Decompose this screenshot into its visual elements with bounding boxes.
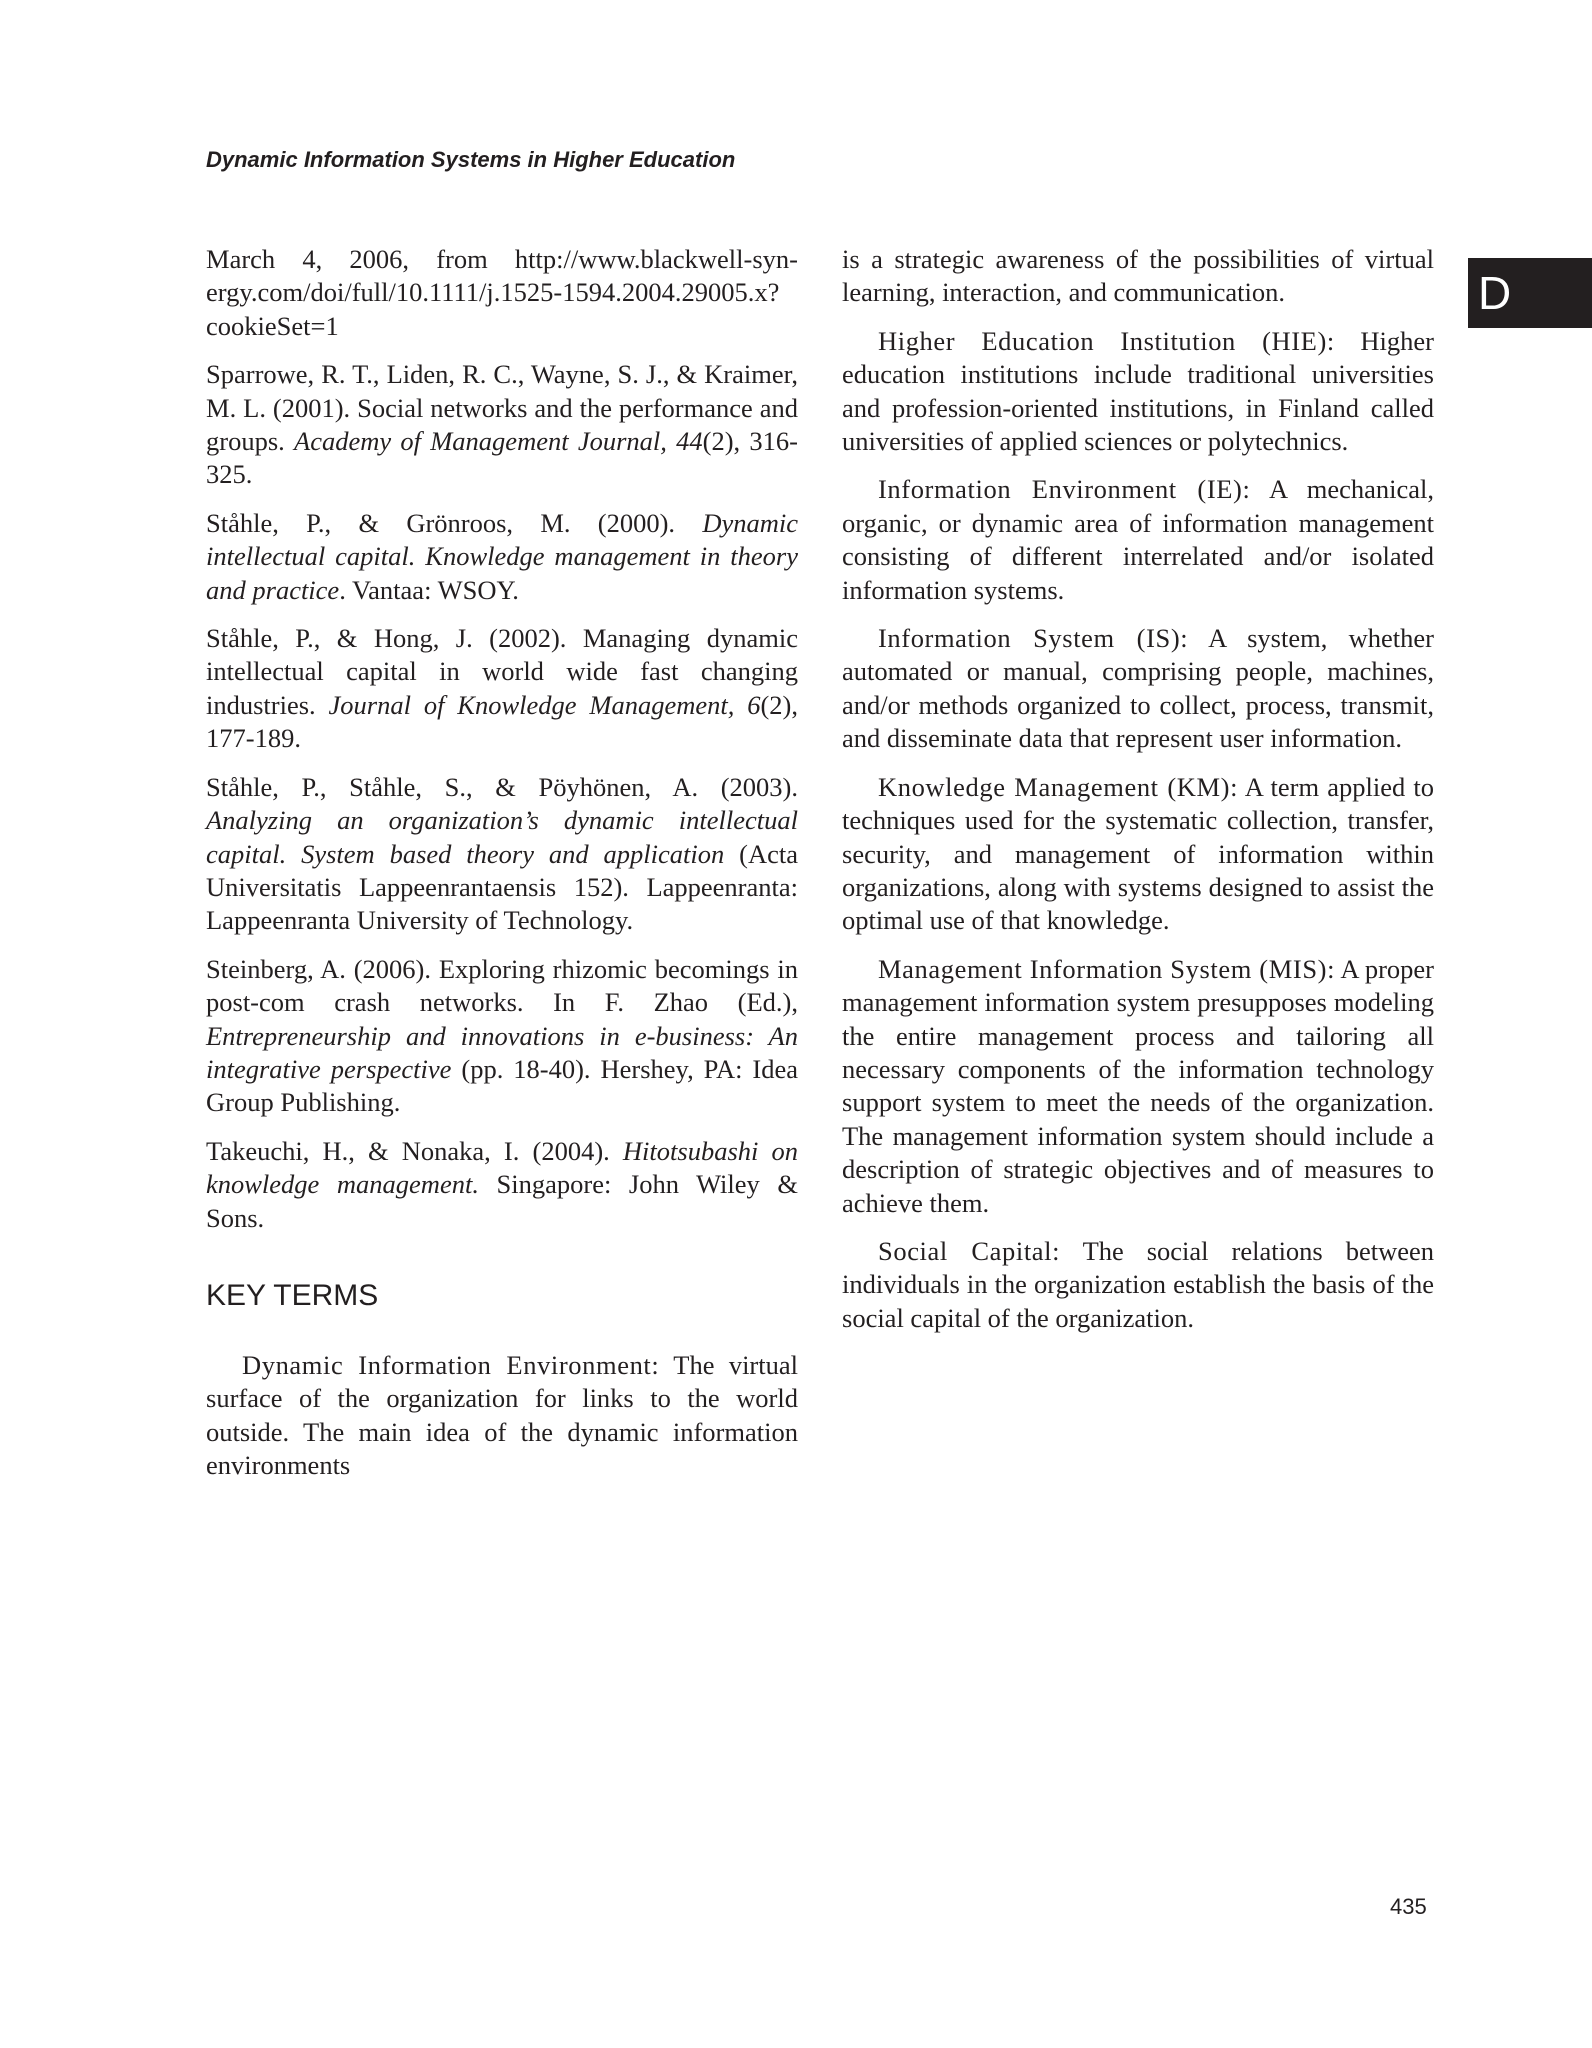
key-terms-heading: KEY TERMS bbox=[206, 1278, 379, 1312]
reference-text: Steinberg, A. (2006). Exploring rhizomic becomings in post-com crash networks. In F. Zhao (Ed.), bbox=[206, 953, 798, 1018]
reference-text: March 4, 2006, from http://www.blackwell-syn-ergy.com/doi/full/10.1111/j.1525-1594.2004.29005.x?cookieSet=1 bbox=[206, 244, 798, 341]
reference-title: Entrepreneurship and innovations in e-business: An integrative perspective bbox=[206, 1020, 798, 1084]
reference-text: (2), 316-325. bbox=[206, 426, 798, 490]
reference-text: Ståhle, P., Ståhle, S., & Pöyhönen, A. (2003). bbox=[206, 771, 798, 802]
key-term-continuation bbox=[842, 243, 1434, 310]
reference-entry bbox=[206, 622, 798, 756]
key-term-entry bbox=[206, 1349, 798, 1483]
key-term-definition: Higher education institutions include traditional universities and profession-oriented institutions, in Finland called universities of applied sciences or polytechnics. bbox=[842, 325, 1434, 457]
key-term-entry bbox=[842, 1235, 1434, 1335]
running-head: Dynamic Information Systems in Higher Education bbox=[206, 147, 736, 172]
key-term-label: Higher Education Institution (HIE): bbox=[878, 325, 1335, 356]
key-term-entry bbox=[842, 622, 1434, 756]
reference-title: Dynamic intellectual capital. Knowledge management in theory and practice bbox=[206, 507, 798, 605]
page-number: 435 bbox=[1390, 1894, 1427, 1919]
key-term-label: Information System (IS): bbox=[878, 623, 1189, 654]
key-term-entry bbox=[842, 473, 1434, 607]
reference-entry bbox=[206, 1135, 798, 1235]
left-column bbox=[206, 243, 798, 1498]
key-term-entry bbox=[842, 771, 1434, 938]
reference-text: Ståhle, P., & Grönroos, M. (2000). bbox=[206, 507, 703, 538]
reference-journal: Journal of Knowledge Management, 6 bbox=[328, 689, 761, 720]
key-term-entry bbox=[842, 325, 1434, 459]
reference-entry bbox=[206, 507, 798, 607]
key-term-definition: A proper management information system presupposes modeling the entire management process and tailoring all necessary components of the information technology support system to meet the needs of the organization. The management information system should include a description of strategic objectives and of measures to achieve them. bbox=[842, 953, 1434, 1218]
key-term-definition: is a strategic awareness of the possibilities of virtual learning, interaction, and communication. bbox=[842, 244, 1434, 308]
key-term-label: Management Information System (MIS): bbox=[878, 953, 1336, 984]
key-term-label: Knowledge Management (KM): bbox=[878, 771, 1239, 802]
reference-text: Singapore: John Wiley & Sons. bbox=[206, 1169, 798, 1233]
reference-text: (pp. 18-40). Hershey, PA: Idea Group Publishing. bbox=[206, 1053, 798, 1118]
reference-entry bbox=[206, 953, 798, 1120]
key-term-label: Dynamic Information Environment: bbox=[242, 1349, 660, 1380]
key-term-definition: A system, whether automated or manual, comprising people, machines, and/or methods organized to collect, process, transmit, and disseminate data that represent user information. bbox=[842, 623, 1434, 754]
right-column bbox=[842, 243, 1434, 1350]
reference-text: . Vantaa: WSOY. bbox=[339, 574, 519, 605]
key-term-definition: A term applied to techniques used for the systematic collection, transfer, security, and management of information within organizations, along with systems designed to assist the optimal use of that knowledge. bbox=[842, 771, 1434, 936]
section-thumb-tab: D bbox=[1468, 258, 1592, 328]
reference-journal: Academy of Management Journal, 44 bbox=[294, 426, 703, 457]
reference-text: Takeuchi, H., & Nonaka, I. (2004). bbox=[206, 1135, 623, 1166]
key-term-label: Information Environment (IE): bbox=[878, 474, 1251, 505]
reference-entry bbox=[206, 771, 798, 938]
key-term-definition: A mechanical, organic, or dynamic area of information management consisting of different interrelated and/or isolated information systems. bbox=[842, 474, 1434, 605]
reference-entry bbox=[206, 243, 798, 343]
reference-text: Sparrowe, R. T., Liden, R. C., Wayne, S. J., & Kraimer, M. L. (2001). Social networks and the performance and groups. bbox=[206, 359, 798, 457]
reference-title: Analyzing an organization’s dynamic intellectual capital. System based theory and application bbox=[206, 805, 798, 869]
key-term-definition: The virtual surface of the organization for links to the world outside. The main idea of the dynamic information environments bbox=[206, 1349, 798, 1481]
reference-title: Hitotsubashi on knowledge management. bbox=[206, 1135, 798, 1200]
key-term-entry bbox=[842, 953, 1434, 1220]
key-term-label: Social Capital: bbox=[878, 1235, 1061, 1266]
key-term-definition: The social relations between individuals in the organization establish the basis of the social capital of the organization. bbox=[842, 1235, 1434, 1333]
reference-text: Ståhle, P., & Hong, J. (2002). Managing dynamic intellectual capital in world wide fast changing industries. bbox=[206, 623, 798, 720]
reference-text: (Acta Universitatis Lappeenrantaensis 152). Lappeenranta: Lappeenranta University of Technology. bbox=[206, 838, 798, 936]
reference-entry bbox=[206, 358, 798, 492]
reference-text: (2), 177-189. bbox=[206, 689, 798, 754]
